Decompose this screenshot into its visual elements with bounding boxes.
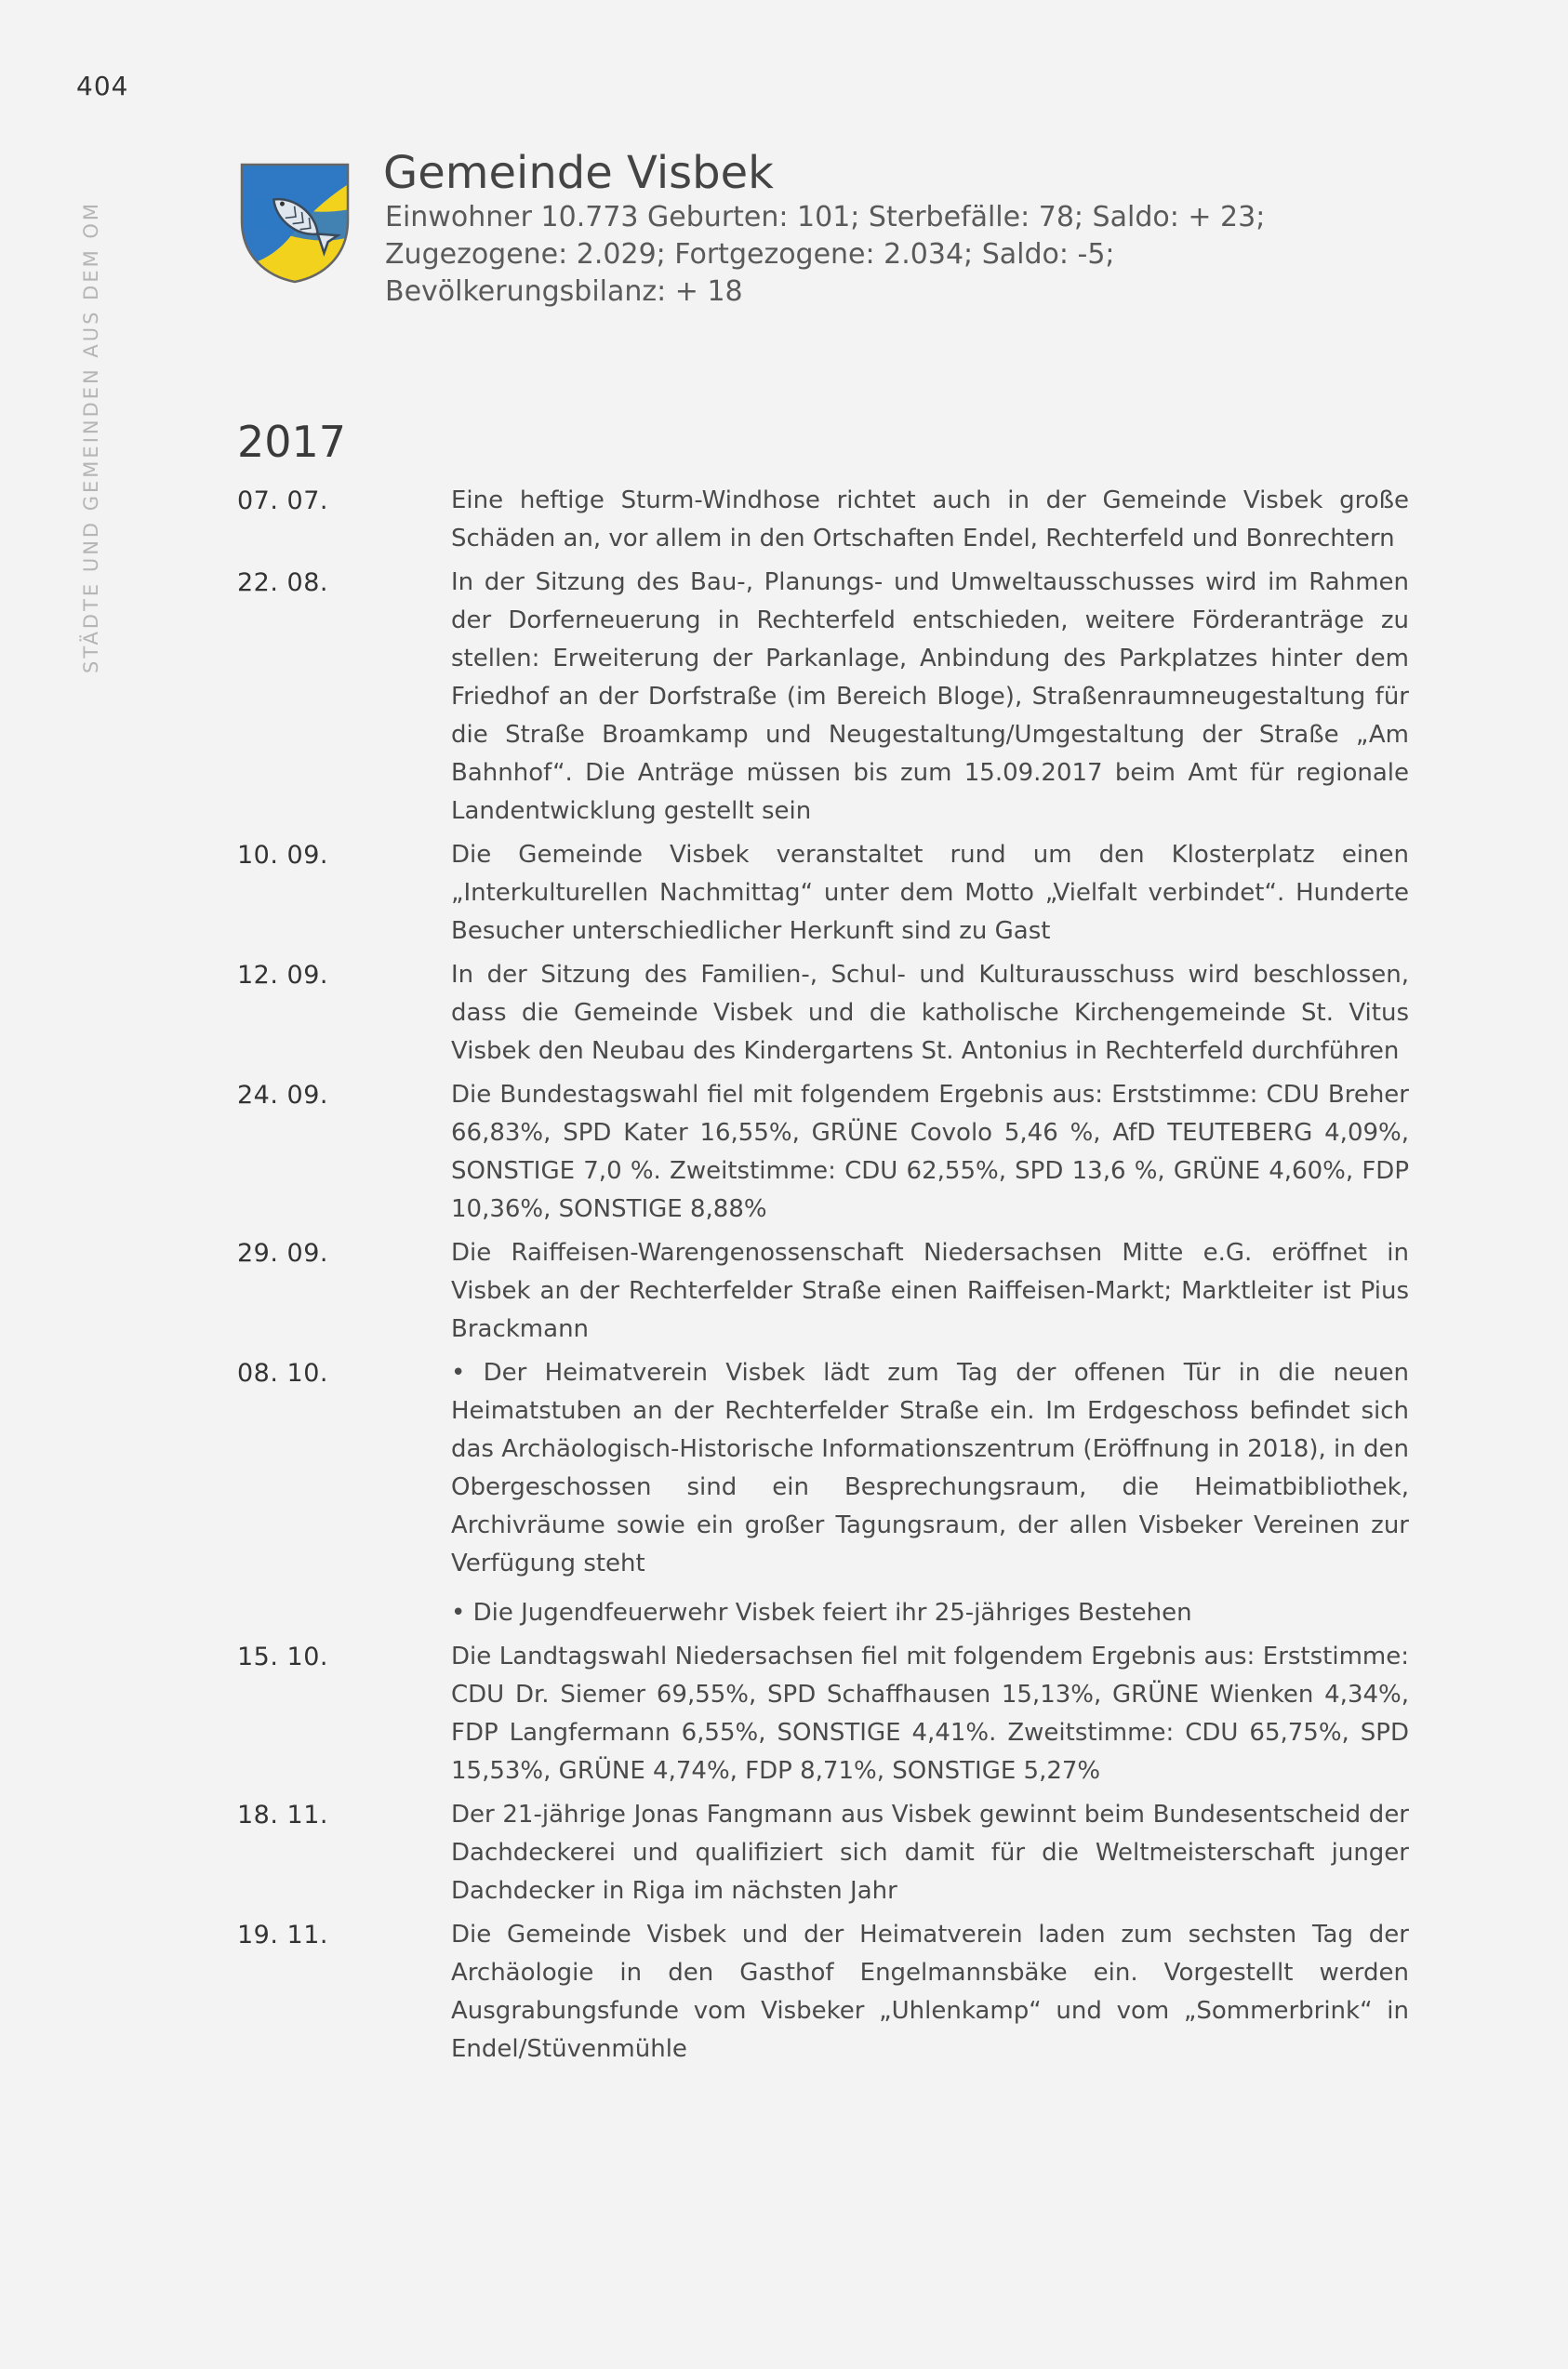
entry-date: 24. 09. <box>237 1081 328 1110</box>
section-side-label: STÄDTE UND GEMEINDEN AUS DEM OM <box>80 200 102 673</box>
entry-date: 12. 09. <box>237 961 328 990</box>
chronicle-entry <box>237 1354 1409 1632</box>
chronicle-entry <box>237 564 1409 831</box>
stats-line: Einwohner 10.773 Geburten: 101; Sterbefälle: 78; Saldo: + 23; <box>385 201 1266 233</box>
entry-text: Die Landtagswahl Niedersachsen fiel mit folgendem Ergebnis aus: Erststimme: CDU Dr. Siemer 69,55%, SPD Schaffhausen 15,13%, GRÜNE Wienken 4,34%, FDP Langfermann 6,55%, SONSTIGE 4,41%. Zweitstimme: CDU 65,75%, SPD 15,53%, GRÜNE 4,74%, FDP 8,71%, SONSTIGE 5,27% <box>451 1643 1409 1785</box>
chronicle-entry <box>237 956 1409 1071</box>
chronicle-entries <box>237 482 1409 2074</box>
chronicle-entry <box>237 1916 1409 2069</box>
entry-date: 10. 09. <box>237 841 328 870</box>
chronicle-entry <box>237 482 1409 558</box>
entry-text: Die Bundestagswahl fiel mit folgendem Ergebnis aus: Erststimme: CDU Breher 66,83%, SPD Kater 16,55%, GRÜNE Covolo 5,46 %, AfD TEUTEBERG 4,09%, SONSTIGE 7,0 %. Zweitstimme: CDU 62,55%, SPD 13,6 %, GRÜNE 4,60%, FDP 10,36%, SONSTIGE 8,88% <box>451 1081 1409 1223</box>
entry-text: Eine heftige Sturm-Windhose richtet auch in der Gemeinde Visbek große Schäden an, vor allem in den Ortschaften Endel, Rechterfeld und Bonrechtern <box>451 486 1409 552</box>
year-heading: 2017 <box>237 417 347 467</box>
entry-date: 18. 11. <box>237 1801 328 1830</box>
chronicle-entry <box>237 1076 1409 1229</box>
entry-text: • Der Heimatverein Visbek lädt zum Tag der offenen Tür in die neuen Heimatstuben an der Rechterfelder Straße ein. Im Erdgeschoss befindet sich das Archäologisch-Historische Informationszentrum (Eröffnung in 2018), in den Obergeschossen sind ein Besprechungsraum, die Heimatbibliothek, Archivräume sowie ein großer Tagungsraum, der allen Visbeker Vereinen zur Verfügung steht • Die Jugendfeuerwehr Visbek feiert ihr 25-jähriges Bestehen <box>451 1359 1409 1627</box>
entry-text: Der 21-jährige Jonas Fangmann aus Visbek gewinnt beim Bundesentscheid der Dachdeckerei und qualifiziert sich damit für die Weltmeisterschaft junger Dachdecker in Riga im nächsten Jahr <box>451 1801 1409 1905</box>
coat-of-arms-icon <box>240 163 350 284</box>
entry-date: 08. 10. <box>237 1359 328 1388</box>
stats-line: Zugezogene: 2.029; Fortgezogene: 2.034; Saldo: -5; <box>385 238 1115 271</box>
entry-date: 19. 11. <box>237 1921 328 1950</box>
chronicle-entry <box>237 1638 1409 1790</box>
entry-date: 29. 09. <box>237 1239 328 1268</box>
entry-date: 15. 10. <box>237 1643 328 1671</box>
entry-text: In der Sitzung des Familien-, Schul- und Kulturausschuss wird beschlossen, dass die Gemeinde Visbek und die katholische Kirchengemeinde St. Vitus Visbek den Neubau des Kindergartens St. Antonius in Rechterfeld durchführen <box>451 961 1409 1065</box>
chronicle-entry <box>237 1234 1409 1349</box>
chronicle-entry <box>237 1796 1409 1910</box>
entry-date: 07. 07. <box>237 486 328 515</box>
population-stats <box>385 199 1408 311</box>
entry-text: Die Gemeinde Visbek und der Heimatverein laden zum sechsten Tag der Archäologie in den Gasthof Engelmannsbäke ein. Vorgestellt werden Ausgrabungsfunde vom Visbeker „Uhlenkamp“ und vom „Sommerbrink“ in Endel/Stüvenmühle <box>451 1921 1409 2063</box>
entry-date: 22. 08. <box>237 568 328 597</box>
chronicle-entry <box>237 836 1409 951</box>
entry-text: Die Gemeinde Visbek veranstaltet rund um den Klosterplatz einen „Interkulturellen Nachmittag“ unter dem Motto „Vielfalt verbindet“. Hunderte Besucher unterschiedlicher Herkunft sind zu Gast <box>451 841 1409 945</box>
entry-text: In der Sitzung des Bau-, Planungs- und Umweltausschusses wird im Rahmen der Dorferneuerung in Rechterfeld entschieden, weitere Förderanträge zu stellen: Erweiterung der Parkanlage, Anbindung des Parkplatzes hinter dem Friedhof an der Dorfstraße (im Bereich Bloge), Straßenraumneugestaltung für die Straße Broamkamp und Neugestaltung/Umgestaltung der Straße „Am Bahnhof“. Die Anträge müssen bis zum 15.09.2017 beim Amt für regionale Landentwicklung gestellt sein <box>451 568 1409 825</box>
entry-text: Die Raiffeisen-Warengenossenschaft Niedersachsen Mitte e.G. eröffnet in Visbek an der Rechterfelder Straße einen Raiffeisen-Markt; Marktleiter ist Pius Brackmann <box>451 1239 1409 1343</box>
municipality-title: Gemeinde Visbek <box>383 147 774 199</box>
stats-line: Bevölkerungsbilanz: + 18 <box>385 275 743 308</box>
page-number: 404 <box>76 71 129 101</box>
